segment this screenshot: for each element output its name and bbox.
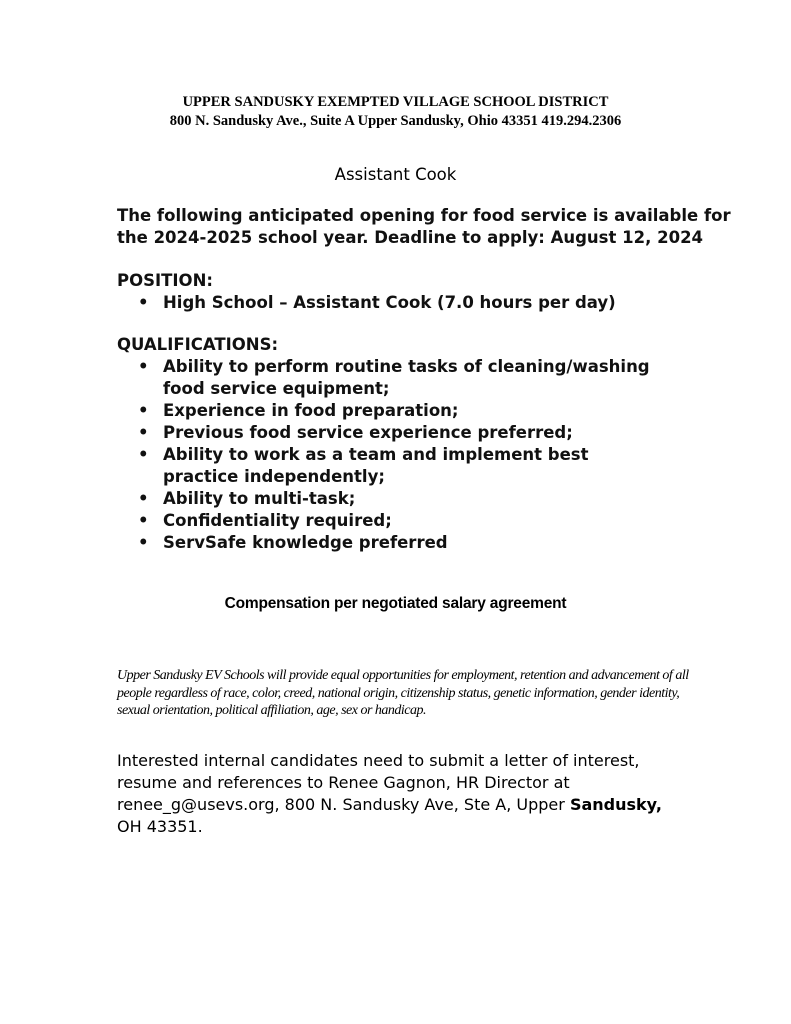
position-heading: POSITION: <box>117 271 213 290</box>
qualification-item: • Ability to work as a team and implement best practice independently; <box>117 444 657 488</box>
equal-opportunity-statement: Upper Sandusky EV Schools will provide equal opportunities for employment, retention and advancement of all people regardless of race, color, creed, national origin, citizenship status, genetic information, gender identity, sexual orientation, political affiliation, age, sex or handicap. <box>117 668 689 718</box>
qualifications-list <box>117 356 657 554</box>
intro-line-1: The following anticipated opening for food service is available for <box>117 206 731 225</box>
contact-instructions <box>117 750 677 838</box>
qualification-item: • ServSafe knowledge preferred <box>117 532 657 554</box>
qualification-item: • Ability to perform routine tasks of cleaning/washing food service equipment; <box>117 356 657 400</box>
contact-city-bold: Sandusky, <box>569 795 662 814</box>
qualification-item: • Ability to multi-task; <box>117 488 657 510</box>
position-item: • High School – Assistant Cook (7.0 hours per day) <box>117 292 677 314</box>
qualifications-heading: QUALIFICATIONS: <box>117 335 279 354</box>
contact-state-zip: OH 43351. <box>117 817 203 836</box>
job-title: Assistant Cook <box>334 165 457 184</box>
qualification-item: • Previous food service experience preferred; <box>117 422 657 444</box>
intro-paragraph <box>117 205 731 249</box>
position-list <box>117 292 677 314</box>
district-address: 800 N. Sandusky Ave., Suite A Upper Sandusky, Ohio 43351 419.294.2306 <box>169 113 622 129</box>
letterhead <box>0 93 791 131</box>
qualification-item: • Confidentiality required; <box>117 510 657 532</box>
qualification-item: • Experience in food preparation; <box>117 400 657 422</box>
contact-text: Interested internal candidates need to submit a letter of interest, resume and references to Renee Gagnon, HR Director at renee_g@usevs.org, 800 N. Sandusky Ave, Ste A, Upper <box>117 751 640 814</box>
compensation-note: Compensation per negotiated salary agreement <box>224 595 567 612</box>
district-name: UPPER SANDUSKY EXEMPTED VILLAGE SCHOOL DISTRICT <box>182 94 609 110</box>
intro-line-2: the 2024-2025 school year. Deadline to apply: August 12, 2024 <box>117 228 704 247</box>
